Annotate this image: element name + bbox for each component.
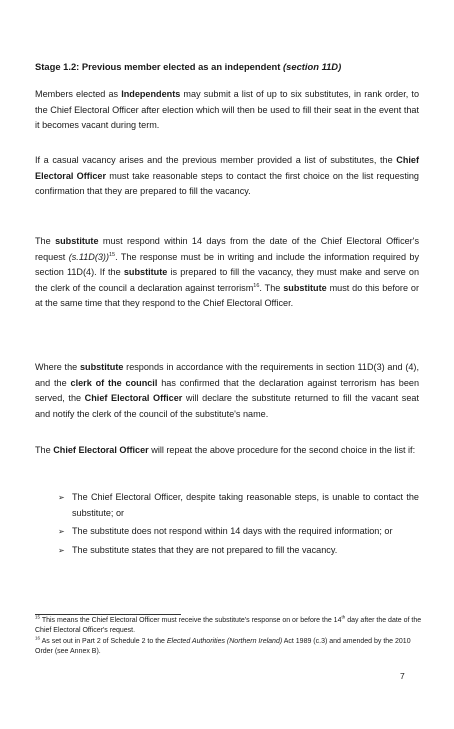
text: is prepared to fill the vacancy, they must make and serve on the clerk of the council a declaration against terrorism [35,267,419,293]
text: The [35,445,54,455]
act-title: Elected Authorities (Northern Ireland) [166,638,283,645]
text: will repeat the above procedure for the second choice in the list if: [148,445,416,455]
term-substitute: substitute [79,362,124,372]
footnote-divider [35,614,181,615]
footnote-16 [35,637,425,657]
term-chief-electoral-officer: Chief Electoral Officer [84,393,183,404]
term-chief-electoral-officer: Chief Electoral Officer [35,155,419,181]
footnote-ref-16[interactable]: 16 [253,282,260,289]
footnote-text: This means the Chief Electoral Officer must receive the substitute's response on or before the 14 [40,617,342,624]
text: . The [259,282,284,293]
arrow-bullet-icon: ➢ [58,527,65,537]
ordinal-suffix: th [341,614,346,620]
list-item [58,543,419,559]
text: will declare the substitute returned to fill the vacant seat and notify the clerk of the council of the substitute's name. [35,393,419,419]
text: may submit a list of up to six substitutes, in rank order, to the Chief Electoral Officer after election which will then be used to fill their seat in the event that it becomes vacant during term. [35,89,419,131]
paragraph-repeat-procedure [35,443,419,459]
footnote-15 [35,616,425,636]
statute-ref: (s.11D(3)) [68,251,109,262]
paragraph-substitute-response [35,234,419,312]
paragraph-declaration [35,360,419,422]
text: Members elected as [35,89,122,99]
footnote-number: 15 [35,614,41,620]
paragraph-casual-vacancy [35,153,419,200]
list-item [58,524,419,540]
list-item-text: The Chief Electoral Officer, despite taking reasonable steps, is unable to contact the substitute; or [72,492,419,518]
paragraph-independents [35,87,419,134]
footnote-ref-15[interactable]: 15 [109,251,116,258]
list-item-text: The substitute states that they are not prepared to fill the vacancy. [72,544,338,555]
text: must take reasonable steps to contact the first choice on the list requesting confirmation that they are prepared to fill the vacancy. [35,170,419,197]
conditions-list [58,490,419,561]
term-chief-electoral-officer: Chief Electoral Officer [53,445,149,455]
arrow-bullet-icon: ➢ [58,493,65,502]
list-item [58,490,419,521]
term-substitute: substitute [55,236,99,246]
footnote-text: day after the date of the Chief Electoral Officer's request. [35,617,422,634]
list-item-text: The substitute does not respond within 14 days with the required information; or [72,526,393,537]
page-number: 7 [400,671,405,681]
section-heading [35,61,341,72]
text: Where the [35,362,80,372]
heading-section-ref: (section 11D) [283,61,342,72]
term-independents: Independents [121,89,181,99]
text: has confirmed that the declaration against terrorism has been served, the [35,377,419,404]
footnote-text: Act 1989 (c.3) and amended by the 2010 Order (see Annex B). [35,638,411,655]
footnote-number: 16 [35,635,41,641]
term-substitute: substitute [123,267,168,278]
arrow-bullet-icon: ➢ [58,545,65,555]
text: must respond within 14 days from the date of the Chief Electoral Officer's request [35,236,419,262]
text: If a casual vacancy arises and the previous member provided a list of substitutes, the [35,155,397,165]
footnote-text: As set out in Part 2 of Schedule 2 to the [40,638,167,645]
term-clerk-of-council: clerk of the council [70,377,158,388]
text: must do this before or at the same time that they respond to the Chief Electoral Officer. [35,282,419,309]
heading-text: Stage 1.2: Previous member elected as an independent [35,61,281,72]
term-substitute: substitute [283,282,327,293]
text: The [35,236,56,246]
text: responds in accordance with the requirements in section 11D(3) and (4), and the [35,362,419,388]
text: . The response must be in writing and include the information required by section 11D(4). If the [35,251,420,278]
